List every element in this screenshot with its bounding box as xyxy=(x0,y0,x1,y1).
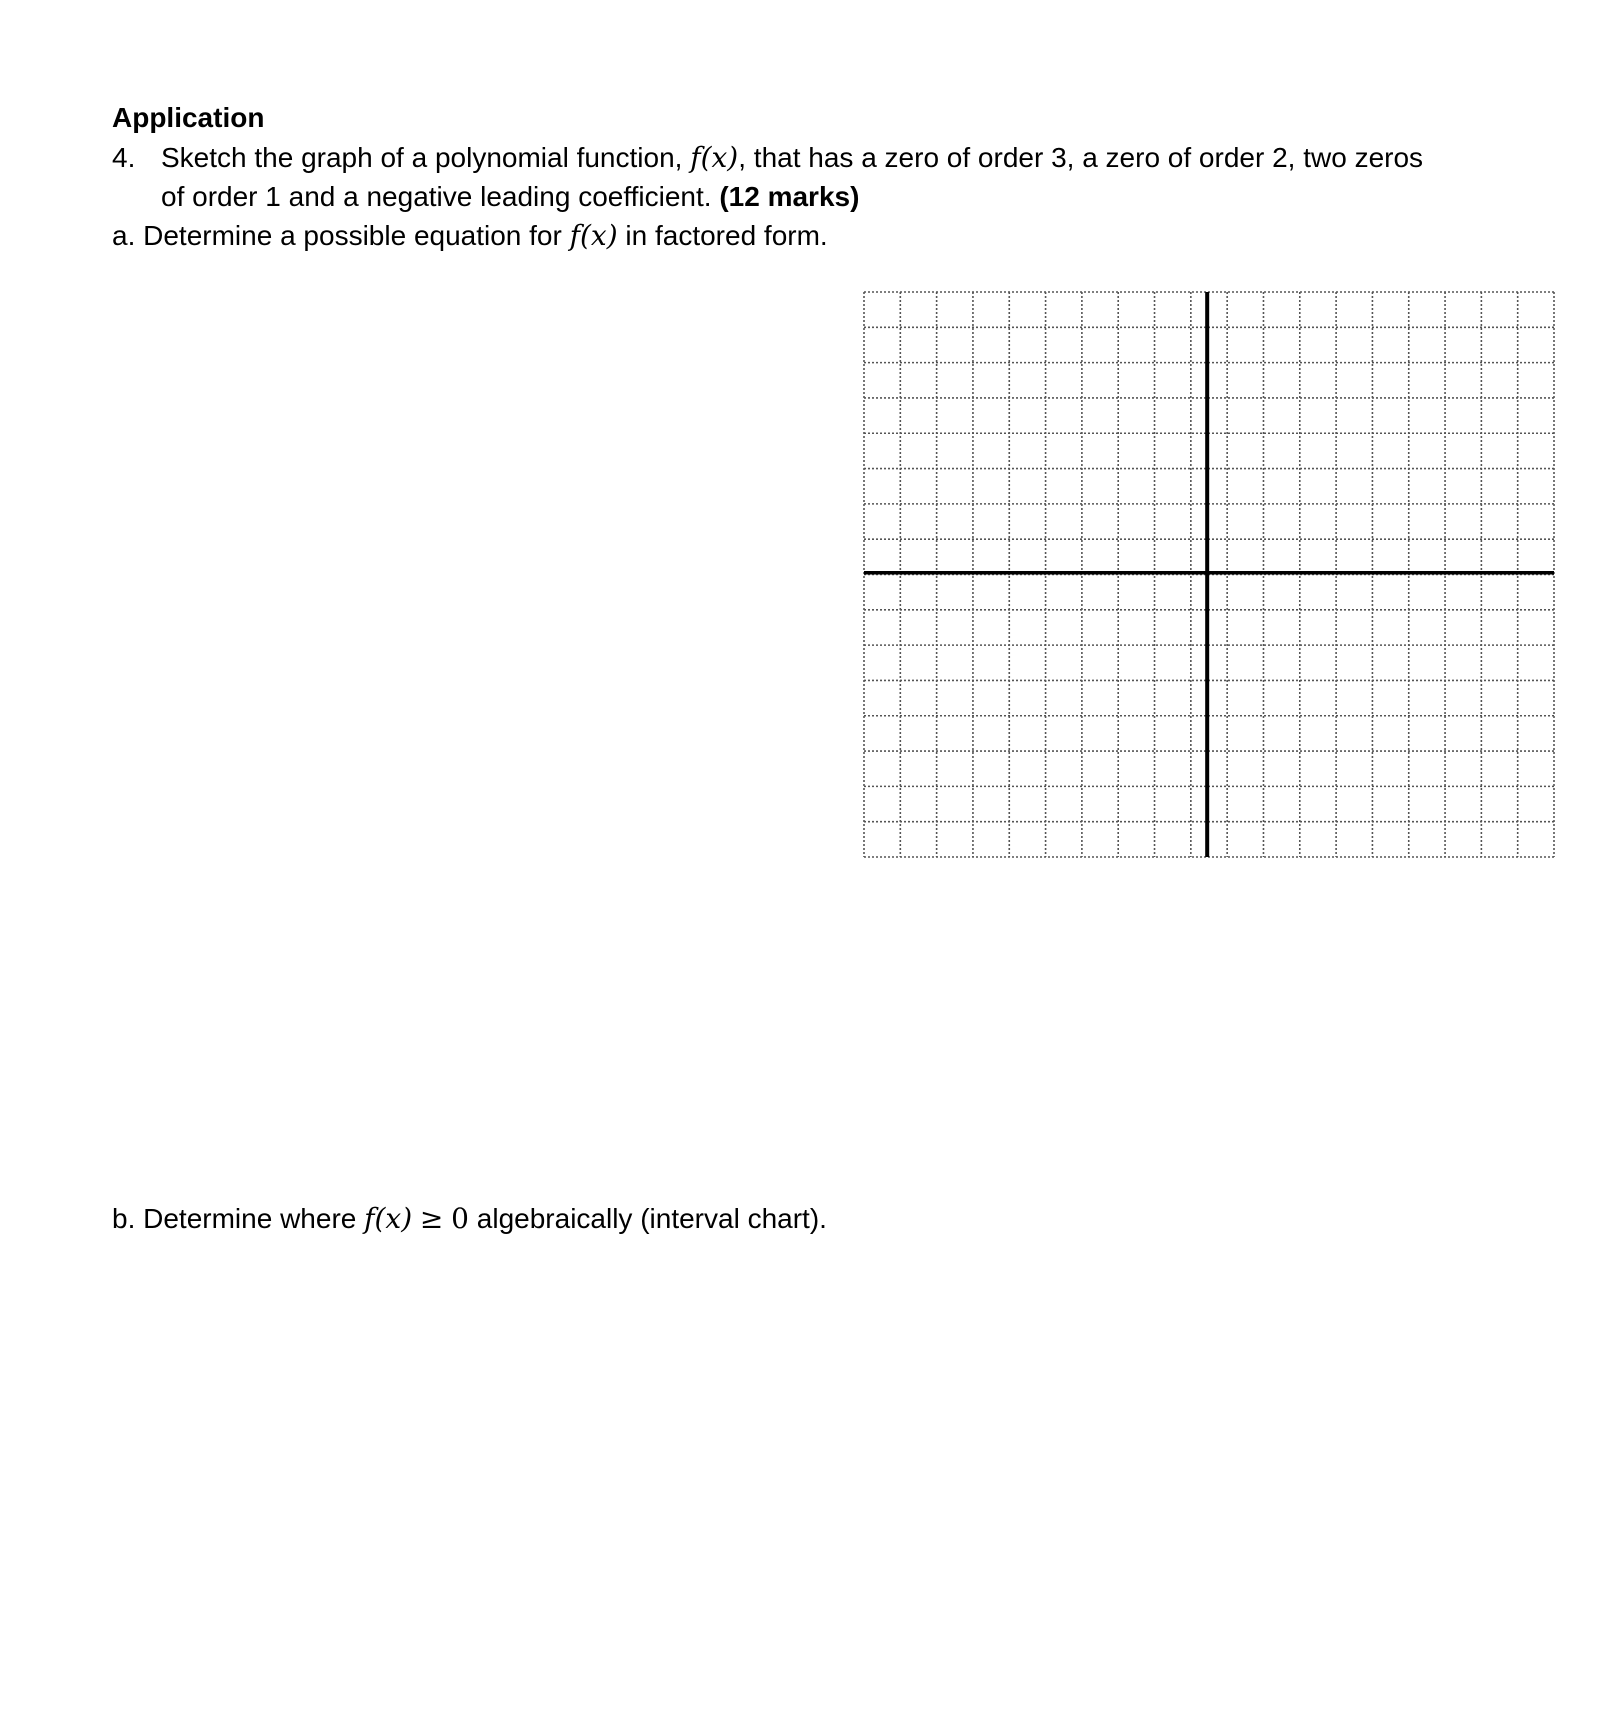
part-b-value: 0 xyxy=(451,1202,469,1235)
part-b-label: b. xyxy=(112,1203,136,1234)
part-b-text-start: Determine where xyxy=(143,1203,357,1234)
question-function: f(x) xyxy=(690,141,739,174)
graph-grid-svg xyxy=(860,290,1560,860)
graph-grid xyxy=(860,290,1560,860)
part-a xyxy=(112,216,828,256)
question-line-1 xyxy=(161,138,1423,178)
question-line-2 xyxy=(161,177,859,217)
question-line-2-text: of order 1 and a negative leading coefficient. xyxy=(161,181,712,212)
part-a-function: f(x) xyxy=(569,219,618,252)
part-a-text-end: in factored form. xyxy=(625,220,828,251)
section-heading: Application xyxy=(112,102,265,133)
part-b-relation: ≥ xyxy=(419,1202,444,1235)
question-number: 4. xyxy=(112,142,136,173)
question-line-1-end: , that has a zero of order 3, a zero of order 2, two zeros xyxy=(738,142,1424,173)
part-b xyxy=(112,1199,827,1239)
part-a-text-start: Determine a possible equation for xyxy=(143,220,562,251)
part-b-function: f(x) xyxy=(364,1202,413,1235)
part-b-text-end: algebraically (interval chart). xyxy=(476,1203,827,1234)
question-marks: (12 marks) xyxy=(719,181,860,212)
question-line-1-start: Sketch the graph of a polynomial function, xyxy=(161,142,683,173)
part-a-label: a. xyxy=(112,220,136,251)
